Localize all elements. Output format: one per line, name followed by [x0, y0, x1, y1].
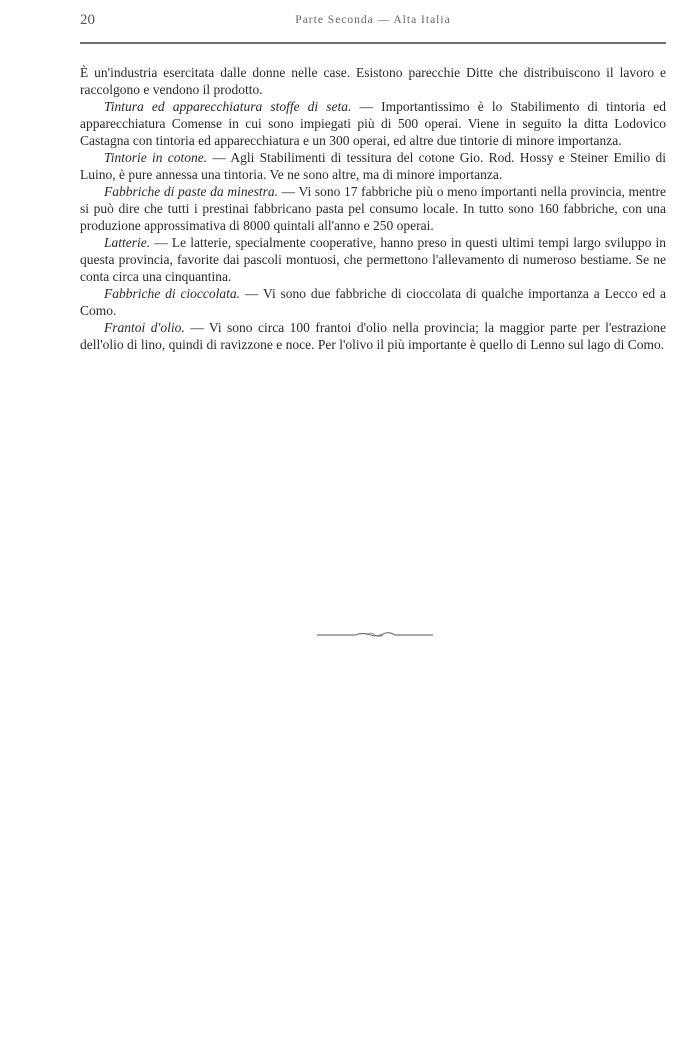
- paragraph-heading: Fabbriche di paste da minestra.: [104, 184, 278, 199]
- page-number: 20: [80, 12, 95, 28]
- end-ornament-icon: [315, 628, 435, 640]
- body-text: [80, 64, 666, 353]
- paragraph-text: — Vi sono 17 fabbriche più o meno importanti nella provincia, mentre si può dire che tutti i prestinai fabbricano pasta pel consumo locale. In tutto sono 160 fabbriche, con una produzione approssimativa di 8000 quintali all'anno e 250 operai.: [80, 184, 666, 233]
- paragraph: [80, 319, 666, 353]
- paragraph-text: — Le latterie, specialmente cooperative, hanno preso in questi ultimi tempi largo sviluppo in questa provincia, favorite dai pascoli montuosi, che permettono l'allevamento di numeroso bestiame. Se ne conta circa una cinquantina.: [80, 235, 666, 284]
- paragraph-text: — Agli Stabilimenti di tessitura del cotone Gio. Rod. Hossy e Steiner Emilio di Luino, è pure annessa una tintoria. Ve ne sono altre, ma di minore importanza.: [80, 150, 667, 182]
- paragraph-text: — Vi sono circa 100 frantoi d'olio nella provincia; la maggior parte per l'estrazione dell'olio di lino, quindi di ravizzone e noce. Per l'olivo il più importante è quello di Lenno sul lago di Como.: [80, 320, 667, 352]
- header-rule: [80, 42, 666, 44]
- running-head: Parte Seconda — Alta Italia: [295, 14, 451, 26]
- paragraph-heading: Tintorie in cotone.: [104, 150, 208, 165]
- paragraph-text: — Importantissimo è lo Stabilimento di tintoria ed apparecchiatura Comense in cui sono impiegati più di 500 operai. Viene in seguito la ditta Lodovico Castagna con tintoria ed apparecchiatura e un 300 operai, ed altre due tintorie di minore importanza.: [80, 99, 666, 148]
- paragraph: [80, 285, 666, 319]
- paragraph-heading: Tintura ed apparecchiatura stoffe di seta.: [104, 99, 352, 114]
- paragraph-text: — Vi sono due fabbriche di cioccolata di qualche importanza a Lecco ed a Como.: [80, 286, 666, 318]
- paragraph: [80, 64, 666, 98]
- page-header: [80, 12, 666, 34]
- paragraph-text: È un'industria esercitata dalle donne nelle case. Esistono parecchie Ditte che distribuiscono il lavoro e raccolgono e vendono il prodotto.: [80, 65, 666, 97]
- paragraph-heading: Latterie.: [104, 235, 151, 250]
- paragraph: [80, 234, 666, 285]
- paragraph: [80, 98, 666, 149]
- paragraph: [80, 183, 666, 234]
- paragraph: [80, 149, 666, 183]
- paragraph-heading: Frantoi d'olio.: [104, 320, 185, 335]
- paragraph-heading: Fabbriche di cioccolata.: [104, 286, 241, 301]
